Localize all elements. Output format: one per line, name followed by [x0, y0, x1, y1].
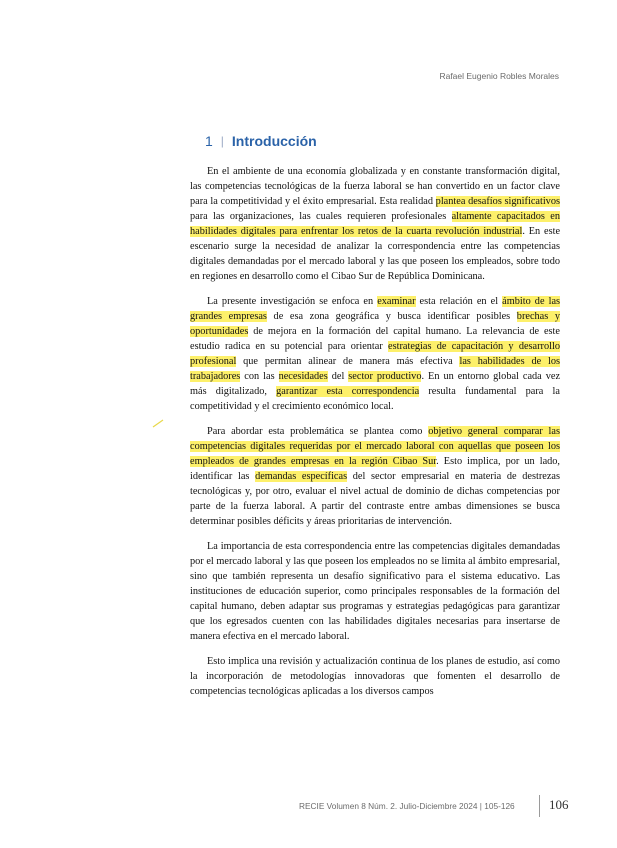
highlighted-text: brechas y oportunidades: [190, 311, 560, 337]
highlighted-text: altamente capacitados en habilidades digitales para enfrentar los retos de la cuarta revolución industrial: [190, 211, 560, 237]
highlighted-text: necesidades: [278, 371, 328, 382]
text-run: . En un entorno global cada vez más digitalizado,: [190, 371, 561, 397]
text-run: . Esto implica, por un lado, identificar las: [190, 456, 561, 482]
body-paragraph: [190, 294, 560, 414]
body-paragraph: [190, 539, 560, 644]
page-number: 106: [549, 797, 569, 812]
footer-divider: [539, 795, 540, 817]
highlighted-text: examinar: [377, 296, 416, 307]
text-run: Para abordar esta problemática se plantea como: [207, 426, 429, 437]
highlighted-text: ámbito de las grandes empresas: [190, 296, 561, 322]
text-run: Esto implica una revisión y actualización continua de los planes de estudio, así como la incorporación de metodologías innovadoras que fomenten el desarrollo de competencias tecnológicas aplicadas a los diversos campos: [190, 656, 560, 697]
body-paragraph: [190, 424, 560, 529]
text-run: . En este escenario surge la necesidad de analizar la correspondencia entre las competencias digitales demandadas por el mercado laboral y las que poseen los empleados, sobre todo en regiones en desarrollo como el Cibao Sur de República Dominicana.: [190, 226, 561, 282]
body-paragraph: [190, 164, 560, 284]
body-text: [190, 164, 560, 709]
section-number: 1: [205, 133, 213, 149]
highlighted-text: estrategias de capacitación y desarrollo profesional: [190, 341, 560, 367]
text-run: En el ambiente de una economía globalizada y en constante transformación digital, las competencias tecnológicas de la fuerza laboral se han convertido en un factor clave para la competitividad y el éxito empresarial. Esta realidad: [190, 166, 560, 207]
highlighted-text: plantea desafíos significativos: [435, 196, 560, 207]
text-run: del: [327, 371, 349, 382]
highlighted-text: objetivo general comparar las competencias digitales requeridas por el mercado laboral con aquellas que poseen los empleados de grandes empresas en la región Cibao Sur: [190, 426, 560, 467]
highlighted-text: las habilidades de los trabajadores: [190, 356, 560, 382]
section-title: Introducción: [231, 133, 317, 149]
text-run: de esa zona geográfica y busca identificar posibles: [266, 311, 517, 322]
text-run: La importancia de esta correspondencia entre las competencias digitales demandadas por el mercado laboral y las que poseen los empleados no se limita al ámbito empresarial, sino que también representa un desafío significativo para el sistema educativo. Las instituciones de educación superior, como principales responsables de la formación del capital humano, deben adaptar sus programas y estrategias pedagógicas para garantizar que los egresados cuenten con las habilidades digitales necesarias para insertarse de manera efectiva en el mercado laboral.: [190, 541, 560, 642]
highlighted-text: demandas específicas: [255, 471, 348, 482]
body-paragraph: [190, 654, 560, 699]
text-run: de mejora en la formación del capital humano. La relevancia de este estudio radica en su potencial para orientar: [190, 326, 560, 352]
highlighted-text: garantizar esta correspondencia: [276, 386, 420, 397]
footer-journal-info: RECIE Volumen 8 Núm. 2. Julio-Diciembre 2024 | 105-126: [299, 801, 515, 811]
running-head-author: Rafael Eugenio Robles Morales: [439, 71, 559, 81]
text-run: resulta fundamental para la competitividad y el crecimiento económico local.: [190, 386, 560, 412]
margin-annotation-mark: [152, 418, 164, 428]
section-separator: |: [220, 134, 224, 148]
text-run: esta relación en el: [415, 296, 503, 307]
text-run: con las: [240, 371, 279, 382]
highlighted-text: sector productivo: [348, 371, 422, 382]
page-footer: [299, 795, 570, 815]
section-heading: [205, 133, 317, 149]
text-run: La presente investigación se enfoca en: [207, 296, 378, 307]
text-run: del sector empresarial en materia de destrezas tecnológicas y, por otro, evaluar el nivel actual de dominio de dichas competencias por parte de la fuerza laboral. A partir del contraste entre ambas dimensiones se busca determinar posibles déficits y áreas prioritarias de intervención.: [190, 471, 560, 527]
text-run: que permitan alinear de manera más efectiva: [236, 356, 460, 367]
text-run: para las organizaciones, las cuales requieren profesionales: [190, 211, 452, 222]
